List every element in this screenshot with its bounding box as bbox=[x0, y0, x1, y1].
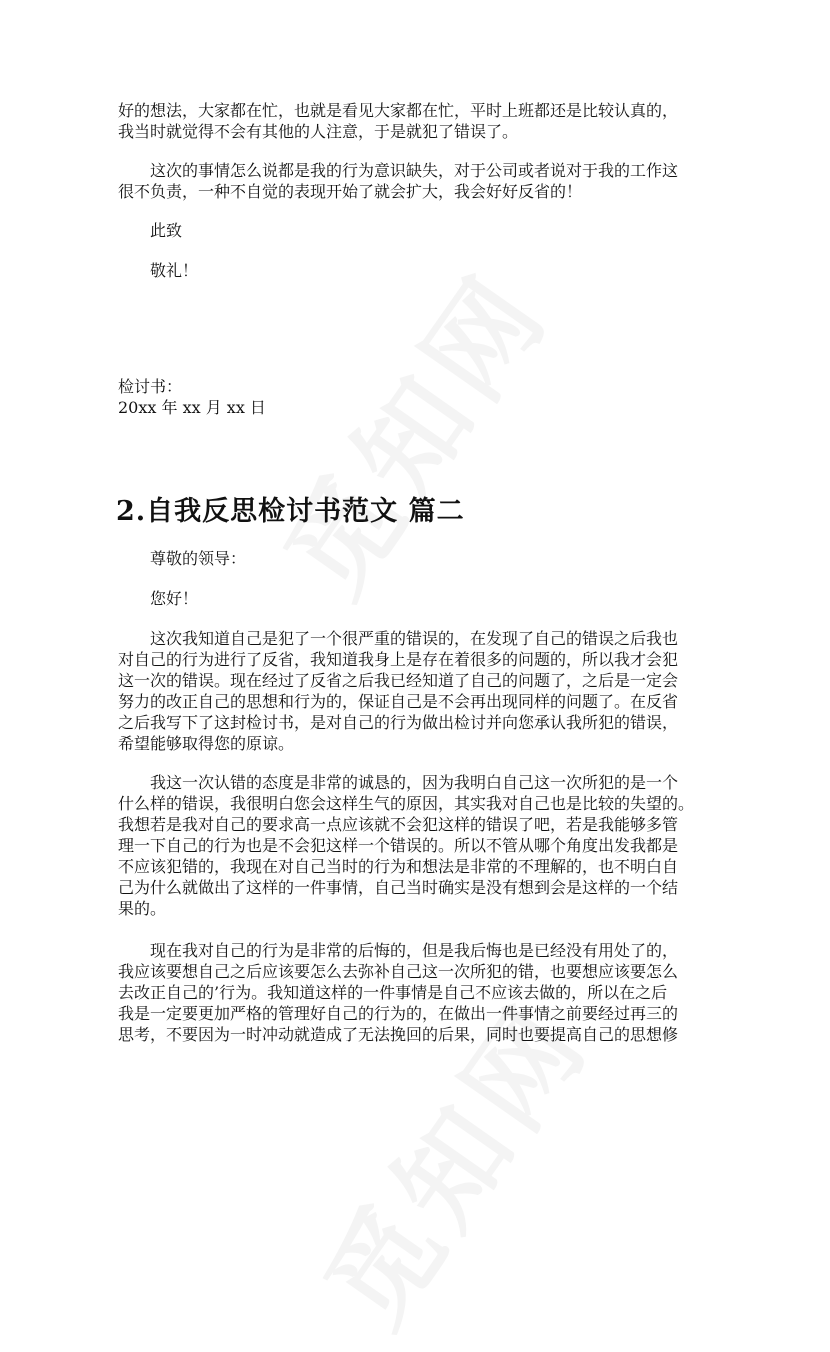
text-line: 我应该要想自己之后应该要怎么去弥补自己这一次所犯的错，也要想应该要怎么 bbox=[118, 962, 679, 981]
text-line: 什么样的错误，我很明白您会这样生气的原因，其实我对自己也是比较的失望的。 bbox=[118, 794, 695, 813]
text-line: 我当时就觉得不会有其他的人注意，于是就犯了错误了。 bbox=[118, 122, 519, 141]
text-line: 我想若是我对自己的要求高一点应该就不会犯这样的错误了吧，若是我能够多管 bbox=[118, 815, 679, 834]
text-line: 好的想法，大家都在忙，也就是看见大家都在忙，平时上班都还是比较认真的， bbox=[118, 101, 679, 120]
text-line: 这一次的错误。现在经过了反省之后我已经知道了自己的问题了，之后是一定会 bbox=[118, 671, 679, 690]
reflection-paragraph bbox=[118, 160, 718, 202]
text-line: 对自己的行为进行了反省，我知道我身上是存在着很多的问题的，所以我才会犯 bbox=[118, 650, 679, 669]
salutation-line: 尊敬的领导： bbox=[150, 549, 247, 568]
signature-label: 检讨书： bbox=[118, 377, 183, 396]
signature-block bbox=[118, 376, 718, 418]
text-line: 思考，不要因为一时冲动就造成了无法挽回的后果，同时也要提高自己的思想修 bbox=[118, 1025, 679, 1044]
body-paragraph-2 bbox=[118, 772, 718, 919]
closing-line: 此致 bbox=[150, 221, 183, 240]
text-line: 这次我知道自己是犯了一个很严重的错误的，在发现了自己的错误之后我也 bbox=[150, 629, 679, 648]
text-line: 果的。 bbox=[118, 899, 167, 918]
text-line: 我是一定要更加严格的管理好自己的行为的，在做出一件事情之前要经过再三的 bbox=[118, 1004, 679, 1023]
text-line: 去改正自己的’行为。我知道这样的一件事情是自己不应该去做的，所以在之后 bbox=[118, 983, 668, 1002]
text-line: 我这一次认错的态度是非常的诚恳的，因为我明白自己这一次所犯的是一个 bbox=[150, 773, 679, 792]
section-heading: 2.自我反思检讨书范文 篇二 bbox=[116, 496, 465, 527]
text-line: 不应该犯错的，我现在对自己当时的行为和想法是非常的不理解的，也不明白自 bbox=[118, 857, 679, 876]
text-line: 之后我写下了这封检讨书，是对自己的行为做出检讨并向您承认我所犯的错误， bbox=[118, 713, 679, 732]
closing-jing-li bbox=[150, 260, 750, 281]
continuation-paragraph bbox=[118, 100, 718, 142]
body-paragraph-3 bbox=[118, 940, 718, 1045]
text-line: 努力的改正自己的思想和行为的，保证自己是不会再出现同样的问题了。在反省 bbox=[118, 692, 679, 711]
text-line: 己为什么就做出了这样的一件事情，自己当时确实是没有想到会是这样的一个结 bbox=[118, 878, 679, 897]
text-line: 理一下自己的行为也是不会犯这样一个错误的。所以不管从哪个角度出发我都是 bbox=[118, 836, 679, 855]
closing-line: 敬礼！ bbox=[150, 261, 199, 280]
greeting bbox=[150, 588, 750, 609]
signature-date: 20xx 年 xx 月 xx 日 bbox=[118, 398, 266, 417]
text-line: 现在我对自己的行为是非常的后悔的，但是我后悔也是已经没有用处了的， bbox=[150, 941, 679, 960]
closing-ci-zhi bbox=[150, 220, 750, 241]
body-paragraph-1 bbox=[118, 628, 718, 754]
text-line: 很不负责，一种不自觉的表现开始了就会扩大，我会好好反省的！ bbox=[118, 182, 583, 201]
greeting-line: 您好！ bbox=[150, 589, 199, 608]
text-line: 希望能够取得您的原谅。 bbox=[118, 734, 295, 753]
text-line: 这次的事情怎么说都是我的行为意识缺失，对于公司或者说对于我的工作这 bbox=[150, 161, 679, 180]
salutation bbox=[150, 548, 750, 569]
